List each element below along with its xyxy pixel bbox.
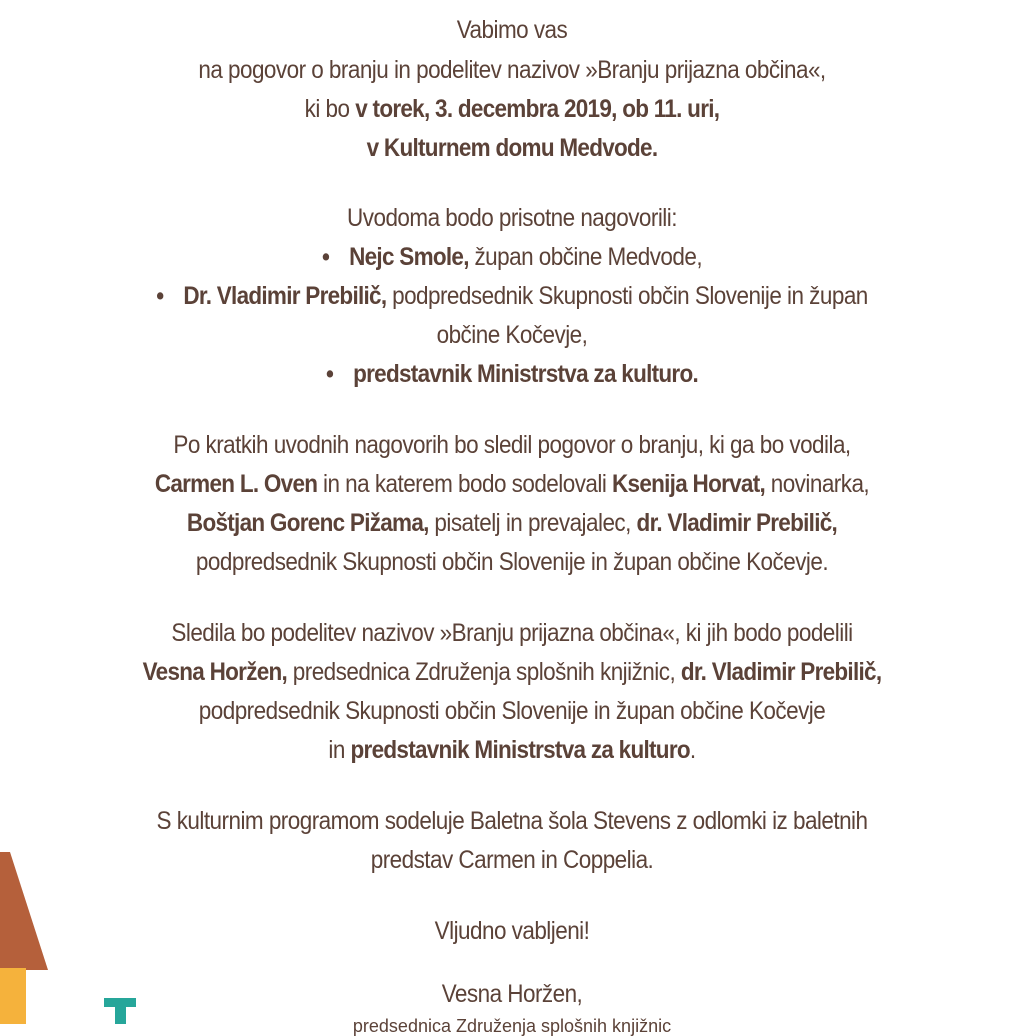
speaker-role: župan občine Medvode,: [468, 243, 703, 271]
event-date: v torek, 3. decembra 2019, ob 11. uri,: [355, 95, 720, 123]
culture-line-2: predstav Carmen in Coppelia.: [370, 846, 654, 874]
bullet-icon: •: [321, 243, 330, 271]
guest-role: pisatelj in prevajalec,: [428, 509, 637, 537]
intro-speaker-2: [51, 281, 973, 311]
talk-line-3: [51, 508, 973, 538]
signer-title: predsednica Združenja splošnih knjižnic: [352, 1016, 672, 1036]
intro-speaker-1: [51, 242, 973, 272]
speaker-name: predstavnik Ministrstva za kulturo.: [353, 360, 699, 388]
culture-line-1: S kulturnim programom sodeluje Baletna šola Stevens z odlomki iz baletnih: [156, 807, 868, 835]
invite-line-1: Vabimo vas: [456, 16, 568, 44]
bullet-icon: •: [325, 360, 334, 388]
invitation-document: [51, 0, 973, 1024]
talk-line-4: podpredsednik Skupnosti občin Slovenije in župan občine Kočevje.: [195, 548, 829, 576]
presenter-name: Vesna Horžen,: [142, 658, 288, 686]
invite-line-4: [51, 133, 973, 163]
intro-speaker-3: [51, 359, 973, 389]
award-line-2: [51, 657, 973, 687]
talk-line-2: [51, 469, 973, 499]
speaker-name: Nejc Smole,: [349, 243, 469, 271]
award-text: .: [689, 736, 696, 764]
teal-letter-decoration: [104, 998, 136, 1024]
moderator-name: Carmen L. Oven: [154, 470, 318, 498]
guest-name: Ksenija Horvat,: [612, 470, 766, 498]
guest-role: novinarka,: [765, 470, 870, 498]
invite-line-3: [51, 94, 973, 124]
presenter-name: dr. Vladimir Prebilič,: [680, 658, 882, 686]
bullet-icon: •: [156, 282, 164, 310]
event-venue: v Kulturnem domu Medvode.: [366, 134, 658, 162]
invite-text: ki bo: [304, 95, 356, 123]
guest-name: Boštjan Gorenc Pižama,: [186, 509, 429, 537]
invite-line-2: na pogovor o branju in podelitev nazivov »Branju prijazna občina«,: [198, 56, 826, 84]
intro-speaker-2-cont: občine Kočevje,: [436, 321, 588, 349]
award-text: in: [328, 736, 351, 764]
speaker-name: Dr. Vladimir Prebilič,: [183, 282, 387, 310]
intro-heading: Uvodoma bodo prisotne nagovorili:: [347, 204, 677, 232]
pole-decoration: [0, 968, 26, 1024]
award-line-1: Sledila bo podelitev nazivov »Branju prijazna občina«, ki jih bodo podelili: [171, 619, 853, 647]
talk-line-1: Po kratkih uvodnih nagovorih bo sledil pogovor o branju, ki ga bo vodila,: [173, 431, 851, 459]
speaker-role: podpredsednik Skupnosti občin Slovenije in župan: [386, 282, 868, 310]
presenter-role: predsednica Združenja splošnih knjižnic,: [287, 658, 681, 686]
guest-name: dr. Vladimir Prebilič,: [636, 509, 838, 537]
award-line-4: [51, 735, 973, 765]
talk-text: in na katerem bodo sodelovali: [317, 470, 613, 498]
closing-greeting: Vljudno vabljeni!: [434, 917, 590, 945]
house-roof-decoration: [0, 852, 48, 972]
signer-name: Vesna Horžen,: [441, 980, 583, 1008]
presenter-name: predstavnik Ministrstva za kulturo: [350, 736, 690, 764]
award-line-3: podpredsednik Skupnosti občin Slovenije in župan občine Kočevje: [198, 697, 826, 725]
